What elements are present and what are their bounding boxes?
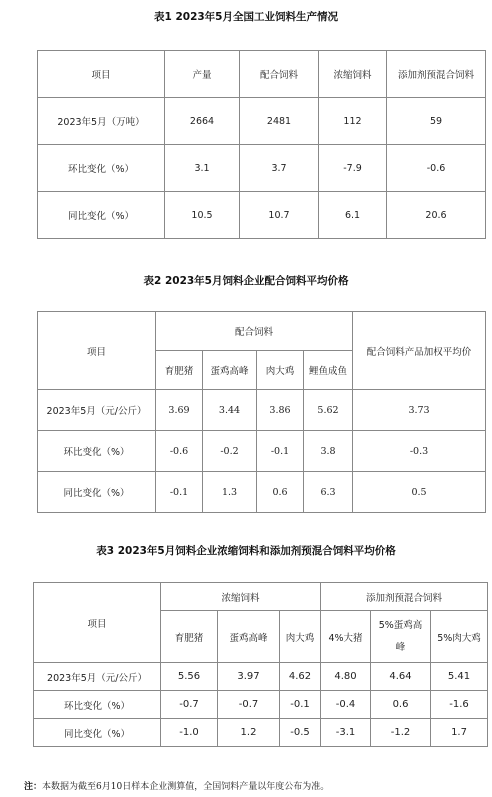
subheader-laying-hen-peak: 蛋鸡高峰 bbox=[218, 611, 280, 663]
row-label: 2023年5月（万吨） bbox=[38, 98, 165, 145]
compound-feed-price-table bbox=[37, 311, 486, 513]
table-cell: 4.80 bbox=[321, 663, 371, 691]
table-cell: -0.5 bbox=[280, 719, 321, 747]
row-label: 环比变化（%） bbox=[38, 431, 156, 472]
table-cell: 6.1 bbox=[319, 192, 387, 239]
concentrate-premix-price-table bbox=[33, 582, 488, 747]
table-cell: 3.97 bbox=[218, 663, 280, 691]
table-cell: 4.62 bbox=[280, 663, 321, 691]
table-cell: -0.7 bbox=[218, 691, 280, 719]
header-concentrate-group: 浓缩饲料 bbox=[161, 583, 321, 611]
subheader-4pct-pig: 4%大猪 bbox=[321, 611, 371, 663]
subheader-5pct-broiler: 5%肉大鸡 bbox=[431, 611, 488, 663]
table-cell: 1.7 bbox=[431, 719, 488, 747]
table-cell: -7.9 bbox=[319, 145, 387, 192]
table-cell: -0.6 bbox=[387, 145, 486, 192]
table-cell: 10.5 bbox=[165, 192, 240, 239]
table-row bbox=[38, 472, 486, 513]
table-cell: 4.64 bbox=[371, 663, 431, 691]
table-cell: -0.7 bbox=[161, 691, 218, 719]
header-item: 项目 bbox=[38, 51, 165, 98]
row-label: 同比变化（%） bbox=[34, 719, 161, 747]
table-cell: 20.6 bbox=[387, 192, 486, 239]
table-cell: 2481 bbox=[240, 98, 319, 145]
table-row bbox=[38, 98, 486, 145]
subheader-fattening-pig: 育肥猪 bbox=[161, 611, 218, 663]
table-row bbox=[38, 431, 486, 472]
header-premix-group: 添加剂预混合饲料 bbox=[321, 583, 488, 611]
table-cell: -1.6 bbox=[431, 691, 488, 719]
table-cell: -0.3 bbox=[353, 431, 486, 472]
table-row bbox=[34, 691, 488, 719]
row-label: 2023年5月（元/公斤） bbox=[38, 390, 156, 431]
table-cell: 112 bbox=[319, 98, 387, 145]
table-cell: -0.1 bbox=[257, 431, 304, 472]
table-row bbox=[38, 145, 486, 192]
footnote-label: 注： bbox=[24, 782, 43, 792]
table-cell: 2664 bbox=[165, 98, 240, 145]
subheader-5pct-laying-hen: 5%蛋鸡高峰 bbox=[371, 611, 431, 663]
table-cell: -0.4 bbox=[321, 691, 371, 719]
table-row bbox=[38, 390, 486, 431]
header-item: 项目 bbox=[38, 312, 156, 390]
table-cell: 3.73 bbox=[353, 390, 486, 431]
header-item: 项目 bbox=[34, 583, 161, 663]
subheader-adult-carp: 鲤鱼成鱼 bbox=[304, 351, 353, 390]
table-cell: 3.86 bbox=[257, 390, 304, 431]
subheader-broiler: 肉大鸡 bbox=[280, 611, 321, 663]
table-cell: -1.2 bbox=[371, 719, 431, 747]
row-label: 环比变化（%） bbox=[34, 691, 161, 719]
header-compound-feed-group: 配合饲料 bbox=[156, 312, 353, 351]
table-cell: 10.7 bbox=[240, 192, 319, 239]
subheader-laying-hen-peak: 蛋鸡高峰 bbox=[203, 351, 257, 390]
table-header-row bbox=[34, 583, 488, 611]
table-cell: 5.62 bbox=[304, 390, 353, 431]
table-cell: -1.0 bbox=[161, 719, 218, 747]
footnote bbox=[24, 779, 329, 792]
table1-title: 表1 2023年5月全国工业饲料生产情况 bbox=[154, 11, 338, 23]
table-row bbox=[34, 663, 488, 691]
row-label: 同比变化（%） bbox=[38, 472, 156, 513]
table-cell: 3.1 bbox=[165, 145, 240, 192]
table-cell: 0.6 bbox=[257, 472, 304, 513]
table-cell: 1.3 bbox=[203, 472, 257, 513]
header-concentrate-feed: 浓缩饲料 bbox=[319, 51, 387, 98]
table-cell: 5.41 bbox=[431, 663, 488, 691]
table-row bbox=[38, 192, 486, 239]
table-cell: 3.7 bbox=[240, 145, 319, 192]
table-cell: 3.69 bbox=[156, 390, 203, 431]
row-label: 同比变化（%） bbox=[38, 192, 165, 239]
table-cell: -0.2 bbox=[203, 431, 257, 472]
row-label: 2023年5月（元/公斤） bbox=[34, 663, 161, 691]
table-row bbox=[34, 719, 488, 747]
subheader-fattening-pig: 育肥猪 bbox=[156, 351, 203, 390]
table-cell: 3.8 bbox=[304, 431, 353, 472]
table-cell: -0.6 bbox=[156, 431, 203, 472]
table-cell: 0.6 bbox=[371, 691, 431, 719]
header-weighted-average: 配合饲料产品加权平均价 bbox=[353, 312, 486, 390]
table-cell: -0.1 bbox=[156, 472, 203, 513]
table-cell: 6.3 bbox=[304, 472, 353, 513]
table-cell: -0.1 bbox=[280, 691, 321, 719]
production-table bbox=[37, 50, 486, 239]
header-output: 产量 bbox=[165, 51, 240, 98]
table-cell: 0.5 bbox=[353, 472, 486, 513]
table-cell: -3.1 bbox=[321, 719, 371, 747]
footnote-text: 本数据为截至6月10日样本企业测算值，全国饲料产量以年度公布为准。 bbox=[42, 782, 330, 792]
table2-title: 表2 2023年5月饲料企业配合饲料平均价格 bbox=[143, 275, 349, 287]
table3-title: 表3 2023年5月饲料企业浓缩饲料和添加剂预混合饲料平均价格 bbox=[96, 545, 396, 557]
table-header-row bbox=[38, 312, 486, 351]
subheader-broiler: 肉大鸡 bbox=[257, 351, 304, 390]
header-compound-feed: 配合饲料 bbox=[240, 51, 319, 98]
header-premix-feed: 添加剂预混合饲料 bbox=[387, 51, 486, 98]
table-cell: 5.56 bbox=[161, 663, 218, 691]
table-cell: 1.2 bbox=[218, 719, 280, 747]
table-cell: 3.44 bbox=[203, 390, 257, 431]
table-header-row bbox=[38, 51, 486, 98]
row-label: 环比变化（%） bbox=[38, 145, 165, 192]
table-cell: 59 bbox=[387, 98, 486, 145]
